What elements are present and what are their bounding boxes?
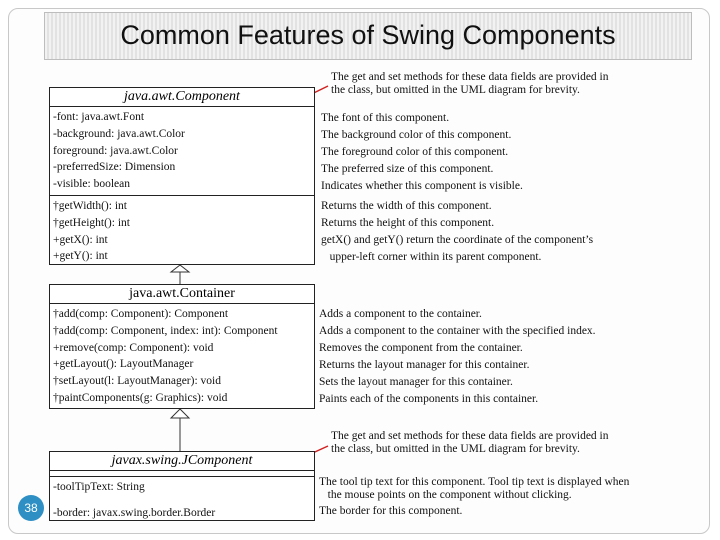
- jcomponent-class-box: [49, 451, 315, 521]
- component-note-line: The get and set methods for these data fields are provided in: [331, 71, 609, 83]
- component-method-description: Returns the height of this component.: [321, 217, 495, 229]
- jcomponent-note-line: The get and set methods for these data fields are provided in: [331, 430, 609, 442]
- component-class-name: java.awt.Component: [50, 88, 314, 107]
- container-method: +getLayout(): LayoutManager: [53, 358, 194, 371]
- jcomponent-attribute-description: The tool tip text for this component. Tool tip text is displayed when: [319, 476, 630, 488]
- component-attribute-description: The font of this component.: [321, 112, 450, 124]
- component-method: +getX(): int: [53, 233, 108, 246]
- component-attributes: [50, 107, 314, 196]
- component-method-description: getX() and getY() return the coordinate of the component’s: [321, 234, 594, 246]
- jcomponent-class-name: javax.swing.JComponent: [50, 452, 314, 471]
- jcomponent-attribute: -border: javax.swing.border.Border: [53, 506, 216, 519]
- jcomponent-note-line: the class, but omitted in the UML diagram for brevity.: [331, 443, 580, 455]
- container-method: †add(comp: Component): Component: [53, 308, 229, 320]
- component-method: †getWidth(): int: [53, 199, 127, 212]
- container-method: †paintComponents(g: Graphics): void: [53, 391, 228, 404]
- container-method-description: Paints each of the components in this container.: [319, 393, 539, 405]
- jcomponent-attribute-description: the mouse points on the component without clicking.: [319, 489, 572, 501]
- slide-number-badge: 38: [18, 495, 44, 521]
- jcomponent-attribute-description: The border for this component.: [319, 505, 463, 517]
- slide-title: Common Features of Swing Components: [120, 20, 616, 50]
- component-attribute: -background: java.awt.Color: [53, 127, 185, 140]
- component-methods: [50, 196, 314, 267]
- container-method-description: Adds a component to the container with the specified index.: [319, 325, 596, 337]
- container-method-description: Adds a component to the container.: [319, 308, 482, 320]
- container-class-box: [49, 284, 315, 409]
- container-method: +remove(comp: Component): void: [53, 341, 214, 354]
- inheritance-triangle-jcomponent: [171, 409, 189, 418]
- component-class-box: [49, 87, 315, 265]
- container-methods: [50, 304, 314, 409]
- component-attribute-description: Indicates whether this component is visible.: [321, 180, 523, 192]
- container-method-description: Returns the layout manager for this container.: [319, 359, 530, 371]
- component-attribute: -preferredSize: Dimension: [53, 161, 176, 174]
- container-method-description: Sets the layout manager for this container.: [319, 376, 513, 388]
- component-attribute: -visible: boolean: [53, 178, 130, 191]
- component-attribute: foreground: java.awt.Color: [53, 144, 178, 157]
- jcomponent-attributes: [50, 476, 314, 524]
- component-attribute-description: The foreground color of this component.: [321, 146, 509, 158]
- component-method: †getHeight(): int: [53, 216, 130, 229]
- component-attribute: -font: java.awt.Font: [53, 111, 145, 123]
- container-method: †add(comp: Component, index: int): Component: [53, 324, 278, 337]
- component-attribute-description: The background color of this component.: [321, 129, 512, 141]
- container-method: †setLayout(l: LayoutManager): void: [53, 375, 221, 388]
- jcomponent-attribute: -toolTipText: String: [53, 481, 145, 493]
- component-method: +getY(): int: [53, 250, 108, 263]
- container-method-description: Removes the component from the container.: [319, 342, 523, 354]
- component-method-description: Returns the width of this component.: [321, 200, 492, 212]
- component-note-line: the class, but omitted in the UML diagram for brevity.: [331, 84, 580, 96]
- component-method-description: upper-left corner within its parent component.: [321, 251, 542, 263]
- component-attribute-description: The preferred size of this component.: [321, 163, 494, 175]
- container-class-name: java.awt.Container: [50, 285, 314, 304]
